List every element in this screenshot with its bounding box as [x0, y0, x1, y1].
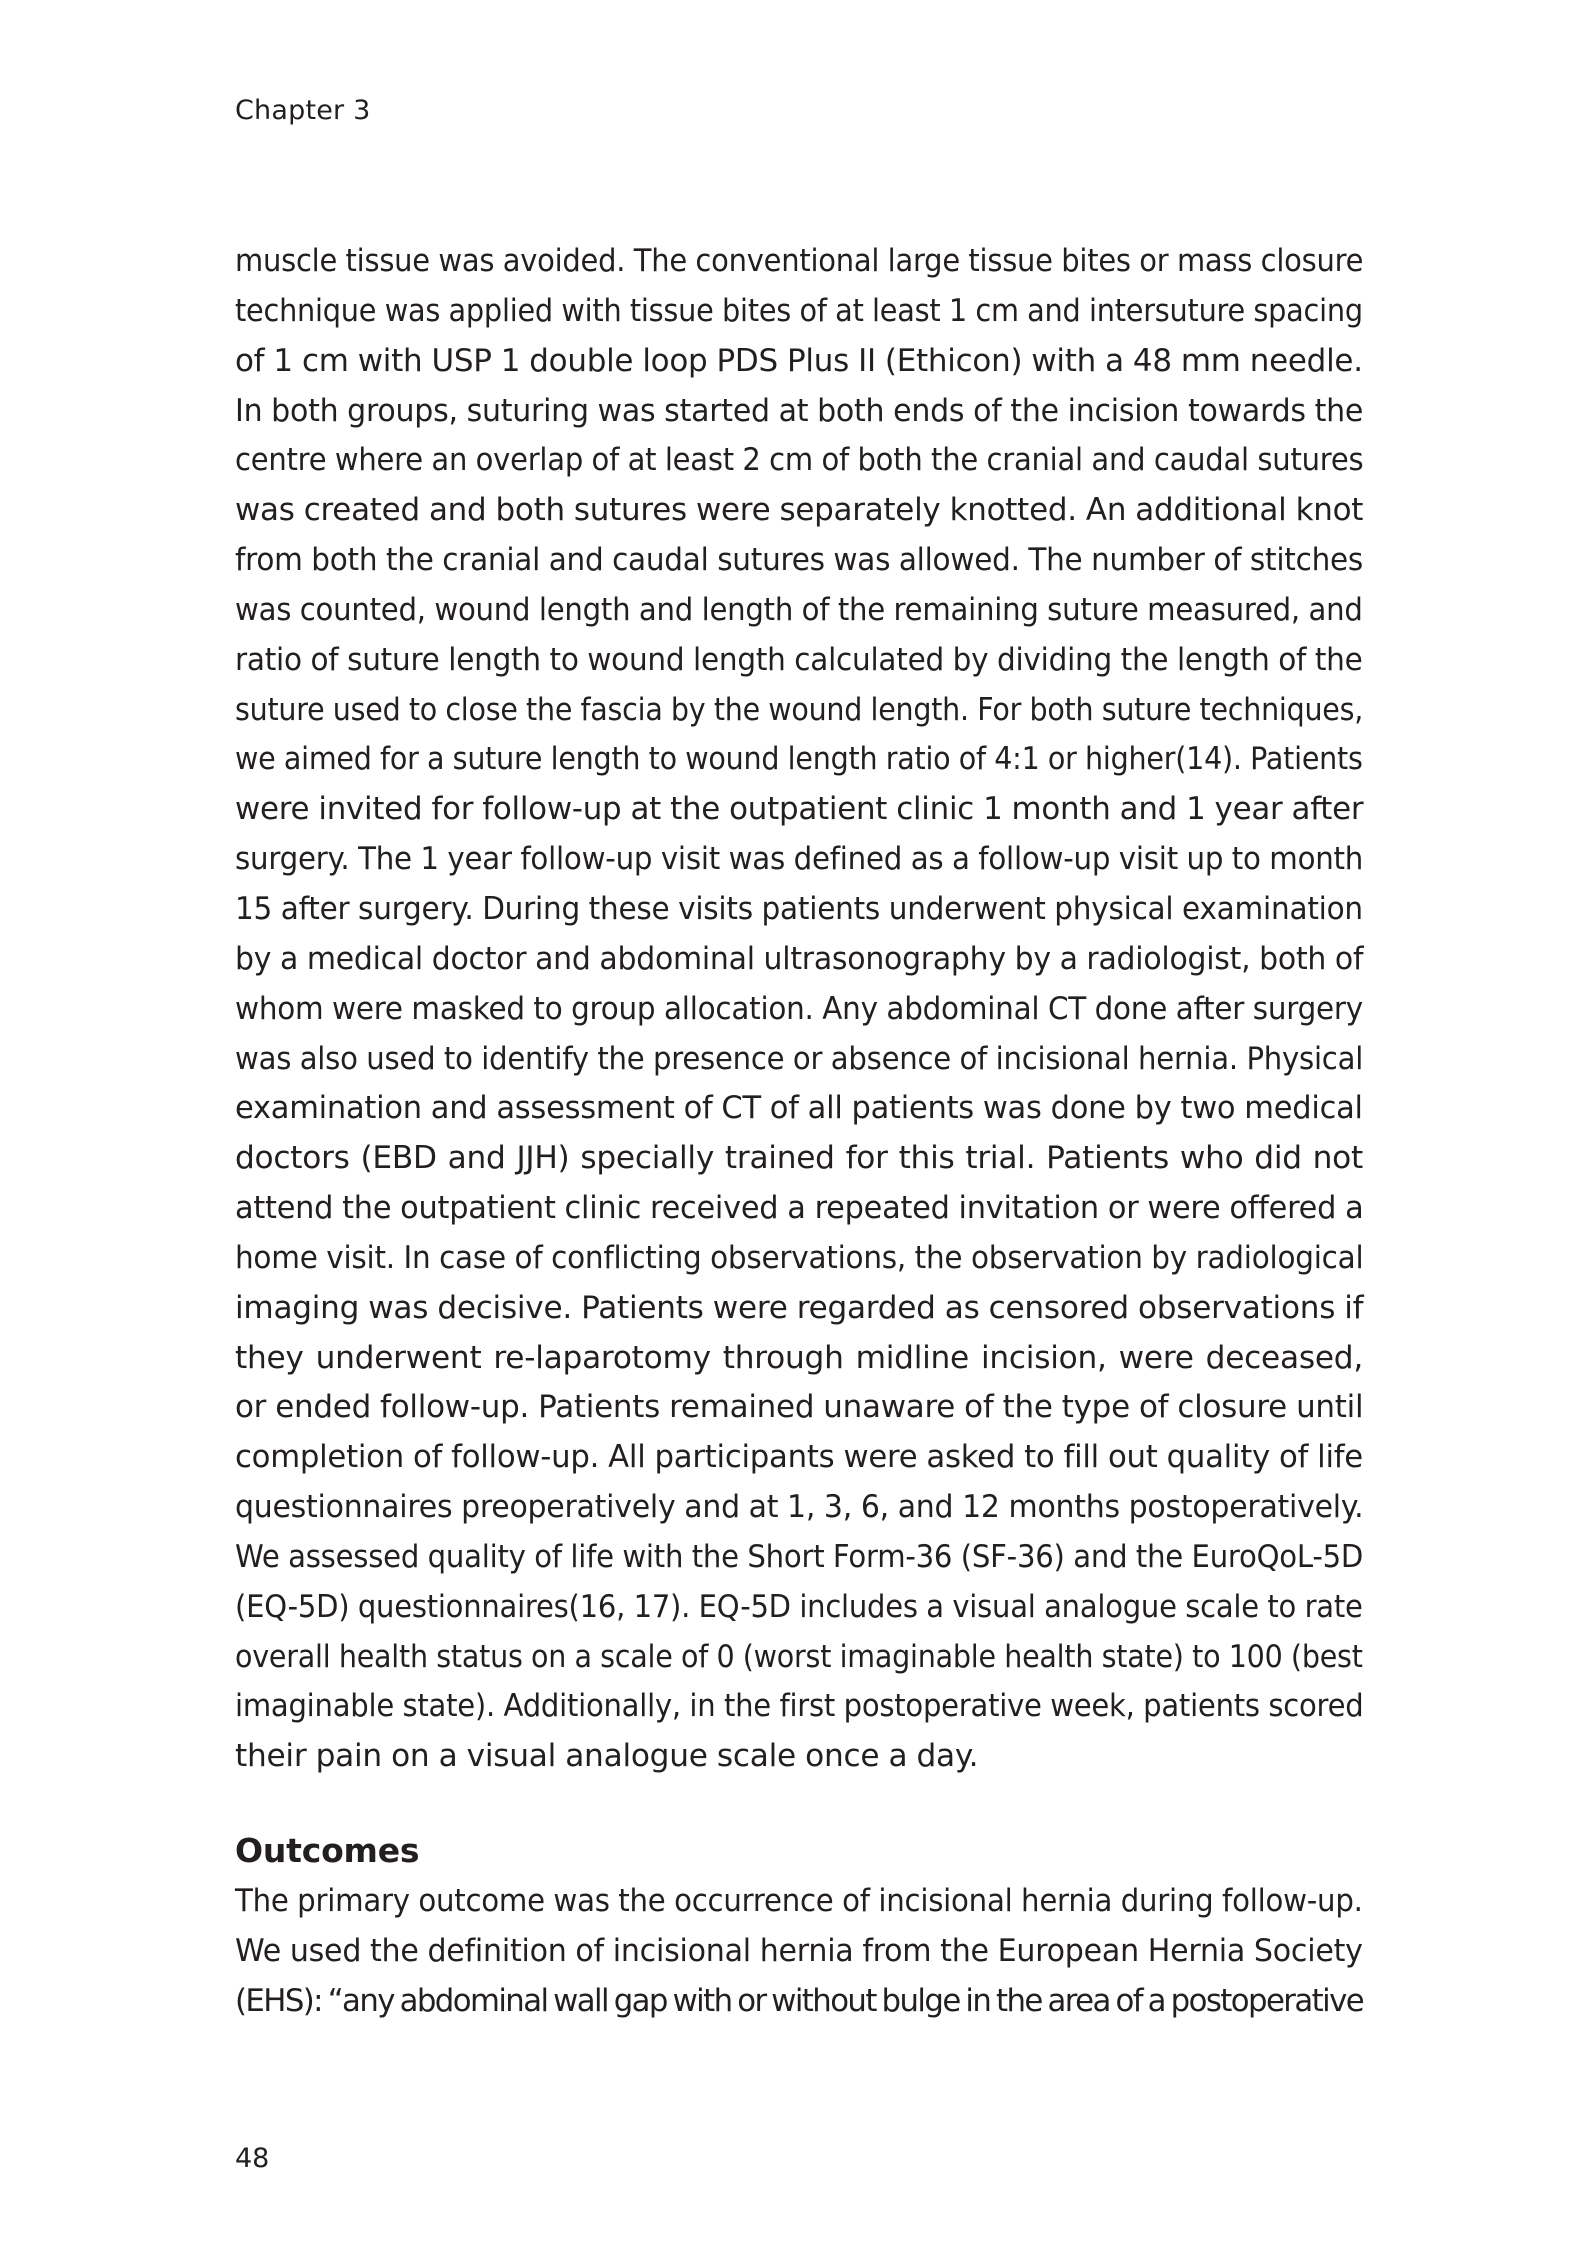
text-line: overall health status on a scale of 0 (worst imaginable health state) to 100 (best — [235, 1638, 1363, 1675]
text-line: 15 after surgery. During these visits patients underwent physical examination — [235, 890, 1363, 927]
text-line: technique was applied with tissue bites of at least 1 cm and intersuture spacing — [235, 292, 1363, 329]
text-line: was also used to identify the presence or absence of incisional hernia. Physical — [235, 1040, 1364, 1077]
text-line: completion of follow-up. All participants were asked to fill out quality of life — [235, 1439, 1363, 1476]
text-line: whom were masked to group allocation. Any abdominal CT done after surgery — [235, 990, 1363, 1027]
outcomes-paragraph — [235, 1877, 1363, 2027]
text-line: were invited for follow-up at the outpatient clinic 1 month and 1 year after — [235, 791, 1364, 828]
text-line: We used the definition of incisional hernia from the European Hernia Society — [235, 1932, 1363, 1969]
text-line: was counted, wound length and length of the remaining suture measured, and — [235, 591, 1363, 628]
text-line: we aimed for a suture length to wound length ratio of 4:1 or higher(14). Patients — [235, 741, 1363, 778]
text-line: surgery. The 1 year follow-up visit was defined as a follow-up visit up to month — [235, 841, 1364, 878]
text-line: muscle tissue was avoided. The conventional large tissue bites or mass closure — [235, 243, 1364, 279]
body-paragraph — [235, 237, 1363, 1782]
text-line: (EHS): “any abdominal wall gap with or without bulge in the area of a postoperative — [235, 1982, 1364, 2019]
text-line: ratio of suture length to wound length calculated by dividing the length of the — [235, 641, 1363, 678]
text-line: their pain on a visual analogue scale once a day. — [235, 1738, 979, 1775]
text-line: In both groups, suturing was started at both ends of the incision towards the — [235, 392, 1364, 429]
text-line: We assessed quality of life with the Short Form-36 (SF-36) and the EuroQoL-5D — [235, 1538, 1364, 1575]
text-line: The primary outcome was the occurrence of incisional hernia during follow-up. — [235, 1883, 1363, 1919]
text-line: suture used to close the fascia by the wound length. For both suture techniques, — [235, 691, 1364, 728]
text-line: questionnaires preoperatively and at 1, 3, 6, and 12 months postoperatively. — [235, 1489, 1364, 1526]
text-line: from both the cranial and caudal sutures was allowed. The number of stitches — [235, 542, 1364, 579]
text-line: (EQ-5D) questionnaires(16, 17). EQ-5D includes a visual analogue scale to rate — [235, 1588, 1363, 1625]
text-line: imaginable state). Additionally, in the first postoperative week, patients scored — [235, 1688, 1364, 1725]
page-number: 48 — [235, 2143, 270, 2174]
text-line: or ended follow-up. Patients remained unaware of the type of closure until — [235, 1389, 1364, 1426]
text-line: examination and assessment of CT of all patients was done by two medical — [235, 1090, 1363, 1127]
text-line: by a medical doctor and abdominal ultrasonography by a radiologist, both of — [235, 940, 1364, 977]
text-line: of 1 cm with USP 1 double loop PDS Plus II (Ethicon) with a 48 mm needle. — [235, 342, 1363, 379]
running-header-chapter: Chapter 3 — [235, 95, 371, 126]
text-line: was created and both sutures were separately knotted. An additional knot — [235, 492, 1364, 529]
text-line: imaging was decisive. Patients were regarded as censored observations if — [235, 1289, 1364, 1326]
text-line: they underwent re-laparotomy through midline incision, were deceased, — [235, 1339, 1363, 1376]
text-line: home visit. In case of conflicting observations, the observation by radiological — [235, 1239, 1364, 1276]
text-line: doctors (EBD and JJH) specially trained for this trial. Patients who did not — [235, 1140, 1363, 1177]
section-heading-outcomes: Outcomes — [235, 1831, 420, 1870]
text-line: attend the outpatient clinic received a repeated invitation or were offered a — [235, 1190, 1364, 1227]
text-line: centre where an overlap of at least 2 cm of both the cranial and caudal sutures — [235, 442, 1364, 479]
